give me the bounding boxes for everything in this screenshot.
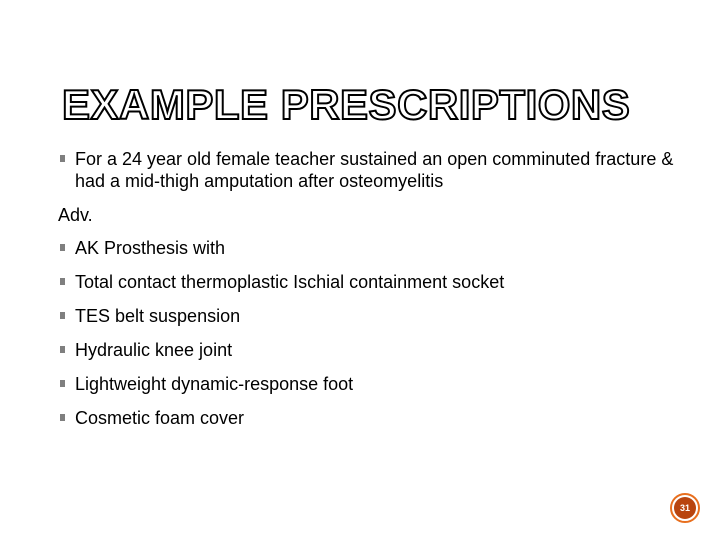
list-item-text: Cosmetic foam cover	[75, 408, 245, 428]
list-item	[58, 237, 678, 259]
list-item-text: AK Prosthesis with	[75, 238, 226, 258]
slide-body	[58, 148, 678, 441]
bullet-marker-icon	[60, 414, 65, 421]
list-item-text: Lightweight dynamic-response foot	[75, 374, 354, 394]
adv-label: Adv.	[58, 205, 93, 225]
bullet-marker-icon	[60, 312, 65, 319]
list-item-text: TES belt suspension	[75, 306, 241, 326]
list-item	[58, 373, 678, 395]
slide-title: EXAMPLE PRESCRIPTIONS	[62, 81, 631, 128]
list-item-text: Total contact thermoplastic Ischial containment socket	[75, 272, 505, 292]
bullet-marker-icon	[60, 380, 65, 387]
page-number: 31	[674, 497, 696, 519]
bullet-marker-icon	[60, 346, 65, 353]
bullet-marker-icon	[60, 155, 65, 162]
intro-text: For a 24 year old female teacher sustained an open comminuted fracture & had a mid-thigh amputation after osteomyelitis	[75, 149, 674, 191]
bullet-marker-icon	[60, 278, 65, 285]
list-item	[58, 339, 678, 361]
list-item-text: Hydraulic knee joint	[75, 340, 233, 360]
intro-bullet	[58, 148, 678, 192]
bullet-marker-icon	[60, 244, 65, 251]
page-number-badge	[670, 493, 700, 523]
list-item	[58, 271, 678, 293]
list-item	[58, 305, 678, 327]
list-item	[58, 407, 678, 429]
